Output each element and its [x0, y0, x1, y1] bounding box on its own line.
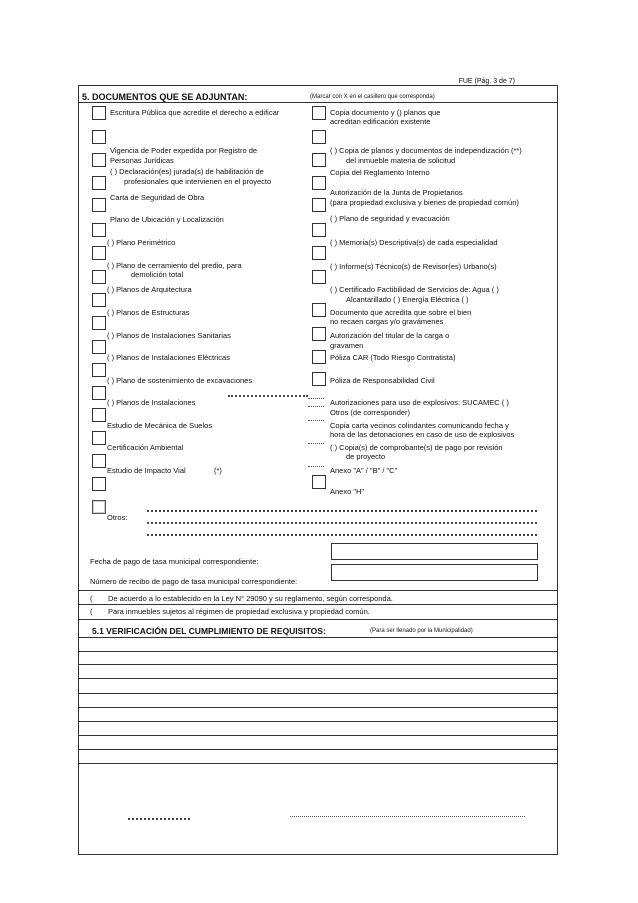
label-poliza-car: Póliza CAR (Todo Riesgo Contratista) — [330, 353, 456, 362]
checkbox-impacto-vial-2[interactable] — [92, 477, 106, 491]
recibo-pago-field[interactable] — [331, 564, 538, 581]
label-plano-seguridad: ( ) Plano de seguridad y evacuación — [330, 214, 450, 223]
label-arquitectura: ( ) Planos de Arquitectura — [107, 285, 192, 294]
label-vecinos-2: hora de las detonaciones en caso de uso de explosivos — [330, 430, 515, 439]
checkbox-titular-carga[interactable] — [312, 327, 326, 341]
fecha-pago-field[interactable] — [331, 543, 538, 560]
label-comprobantes-1: ( ) Copia(s) de comprobante(s) de pago por revisión — [330, 443, 503, 452]
tick-comprobantes — [308, 443, 324, 444]
label-declaracion-2: profesionales que intervienen en el proyecto — [124, 177, 272, 186]
label-electricas: ( ) Planos de Instalaciones Eléctricas — [107, 353, 230, 362]
checkbox-copia-documento[interactable] — [312, 106, 326, 120]
label-poliza-rc: Póliza de Responsabilidad Civil — [330, 376, 435, 385]
tick-anexo-abc — [308, 466, 324, 467]
label-independizacion-2: del inmueble materia de solicitud — [346, 156, 456, 165]
note-1-mark: ( — [90, 594, 93, 603]
checkbox-otros[interactable] — [92, 500, 106, 514]
otros-line-3[interactable] — [147, 534, 537, 536]
checkbox-carta-seguridad[interactable] — [92, 176, 106, 190]
label-plano-perimetrico: ( ) Plano Perimétrico — [107, 238, 176, 247]
notes-rule-mid — [78, 604, 558, 605]
label-cargas-2: no recaen cargas y/o gravámenes — [330, 317, 444, 326]
checkbox-cargas[interactable] — [312, 303, 326, 317]
verification-line[interactable] — [78, 763, 558, 764]
checkbox-informes[interactable] — [312, 246, 326, 260]
label-impacto-vial: Estudio de Impacto Vial — [107, 466, 186, 475]
label-copia-documento-2: acreditan edificación existente — [330, 117, 431, 126]
verification-line[interactable] — [78, 693, 558, 694]
label-escritura: Escritura Pública que acredite el derecho a edificar — [110, 108, 280, 117]
checkbox-anexo-h[interactable] — [312, 475, 326, 489]
checkbox-certificacion-ambiental[interactable] — [92, 431, 106, 445]
checkbox-junta-propietarios[interactable] — [312, 176, 326, 190]
label-cerramiento-1: ( ) Plano de cerramiento del predio, para — [107, 261, 242, 270]
label-declaracion-1: ( ) Declaración(es) jurada(s) de habilitación de — [110, 167, 264, 176]
checkbox-planos-estructuras[interactable] — [92, 293, 106, 307]
checkbox-poliza-rc[interactable] — [312, 372, 326, 386]
section51-header-rule — [78, 637, 558, 638]
label-plano-ubicacion: Plano de Ubicación y Localización — [110, 215, 224, 224]
checkbox-plano-cerramiento[interactable] — [92, 246, 106, 260]
checkbox-vigencia-poder[interactable] — [92, 130, 106, 144]
checkbox-planos-arquitectura[interactable] — [92, 270, 106, 284]
checkbox-plano-ubicacion[interactable] — [92, 198, 106, 212]
label-independizacion-1: ( ) Copia de planos y documentos de independización (**) — [330, 146, 522, 155]
label-otros: Otros: — [107, 513, 128, 522]
label-instalaciones: ( ) Planos de Instalaciones — [107, 398, 196, 407]
signature-line-left[interactable] — [128, 818, 190, 820]
label-factibilidad-2: Alcantarillado ( ) Energía Eléctrica ( ) — [346, 295, 469, 304]
checkbox-declaracion-jurada[interactable] — [92, 153, 106, 167]
section51-hint: (Para ser llenado por la Municipalidad) — [370, 628, 473, 634]
label-vecinos-1: Copia carta vecinos colindantes comunicando fecha y — [330, 421, 509, 430]
note-1: De acuerdo a lo establecido en la Ley N° 29090 y su reglamento, según corresponda. — [108, 594, 393, 603]
verification-line[interactable] — [78, 721, 558, 722]
label-titular-1: Autorización del titular de la carga o — [330, 331, 450, 340]
label-sostenimiento: ( ) Plano de sostenimiento de excavaciones — [107, 376, 253, 385]
label-anexo-abc: Anexo "A" / "B" / "C" — [330, 466, 398, 475]
verification-line[interactable] — [78, 735, 558, 736]
tick-vecinos — [308, 420, 324, 421]
label-explosivos-1: Autorizaciones para uso de explosivos: SUCAMEC ( ) — [330, 398, 509, 407]
verification-line[interactable] — [78, 664, 558, 665]
label-explosivos-2: Otros (de corresponder) — [330, 408, 411, 417]
label-cargas-1: Documento que acredita que sobre el bien — [330, 308, 472, 317]
label-cerramiento-2: demolición total — [131, 270, 184, 279]
dotted-separator — [228, 395, 308, 397]
label-mecanica-suelos: Estudio de Mecánica de Suelos — [107, 421, 213, 430]
checkbox-escritura[interactable] — [92, 106, 106, 120]
label-certificacion-ambiental: Certificación Ambiental — [107, 443, 184, 452]
label-vigencia-1: Vigencia de Poder expedida por Registro de — [110, 146, 258, 155]
label-junta-1: Autorización de la Junta de Propietarios — [330, 188, 463, 197]
verification-line[interactable] — [78, 678, 558, 679]
checkbox-impacto-vial[interactable] — [92, 454, 106, 468]
label-comprobantes-2: de proyecto — [346, 452, 386, 461]
label-titular-2: gravamen — [330, 341, 364, 350]
checkbox-copia-planos-independizacion[interactable] — [312, 130, 326, 144]
label-informes: ( ) Informe(s) Técnico(s) de Revisor(es) Urbano(s) — [330, 262, 497, 271]
checkbox-reglamento-interno[interactable] — [312, 153, 326, 167]
note-2-mark: ( — [90, 607, 93, 616]
section51-title: 5.1 VERIFICACIÓN DEL CUMPLIMIENTO DE REQUISITOS: — [92, 626, 326, 636]
checkbox-plano-sostenimiento[interactable] — [92, 363, 106, 377]
label-vigencia-2: Personas Jurídicas — [110, 156, 174, 165]
label-memorias: ( ) Memoria(s) Descriptiva(s) de cada especialidad — [330, 238, 498, 247]
label-anexo-h: Anexo "H" — [330, 487, 365, 496]
checkbox-factibilidad[interactable] — [312, 270, 326, 284]
label-carta-seguridad: Carta de Seguridad de Obra — [110, 193, 205, 202]
label-impacto-vial-note: (*) — [214, 466, 222, 475]
checkbox-planos-sanitarias[interactable] — [92, 316, 106, 330]
tick-explosivos-2 — [308, 406, 324, 407]
section5-title: 5. DOCUMENTOS QUE SE ADJUNTAN: — [82, 92, 248, 102]
label-fecha-pago: Fecha de pago de tasa municipal correspondiente: — [90, 557, 259, 566]
otros-line-1[interactable] — [147, 510, 537, 512]
checkbox-memorias[interactable] — [312, 223, 326, 237]
verification-line[interactable] — [78, 749, 558, 750]
otros-line-2[interactable] — [147, 522, 537, 524]
notes-rule-bottom — [78, 619, 558, 620]
label-recibo-pago: Número de recibo de pago de tasa municipal correspondiente: — [90, 577, 298, 586]
checkbox-planos-electricas[interactable] — [92, 340, 106, 354]
verification-line[interactable] — [78, 707, 558, 708]
checkbox-plano-seguridad[interactable] — [312, 198, 326, 212]
checkbox-mecanica-suelos[interactable] — [92, 408, 106, 422]
section5-hint: (Marcar con X en el casillero que corresponda) — [310, 94, 435, 100]
signature-line-right[interactable] — [290, 816, 525, 817]
notes-rule-top — [78, 590, 558, 591]
checkbox-poliza-car[interactable] — [312, 350, 326, 364]
label-reglamento-interno: Copia del Reglamento Interno — [330, 168, 430, 177]
label-sanitarias: ( ) Planos de Instalaciones Sanitarias — [107, 331, 231, 340]
label-estructuras: ( ) Planos de Estructuras — [107, 308, 190, 317]
page-number: FUE (Pág. 3 de 7) — [458, 78, 515, 85]
label-junta-2: (para propiedad exclusiva y bienes de propiedad común) — [330, 198, 519, 207]
label-copia-documento-1: Copia documento y () planos que — [330, 108, 441, 117]
label-factibilidad-1: ( ) Certificado Factibilidad de Servicios de: Agua ( ) — [330, 285, 499, 294]
section5-header-rule — [78, 102, 558, 103]
verification-line[interactable] — [78, 651, 558, 652]
note-2: Para inmuebles sujetos al régimen de propiedad exclusiva y propiedad común. — [108, 607, 370, 616]
checkbox-plano-perimetrico[interactable] — [92, 223, 106, 237]
checkbox-planos-instalaciones[interactable] — [92, 386, 106, 400]
tick-explosivos — [308, 398, 324, 399]
